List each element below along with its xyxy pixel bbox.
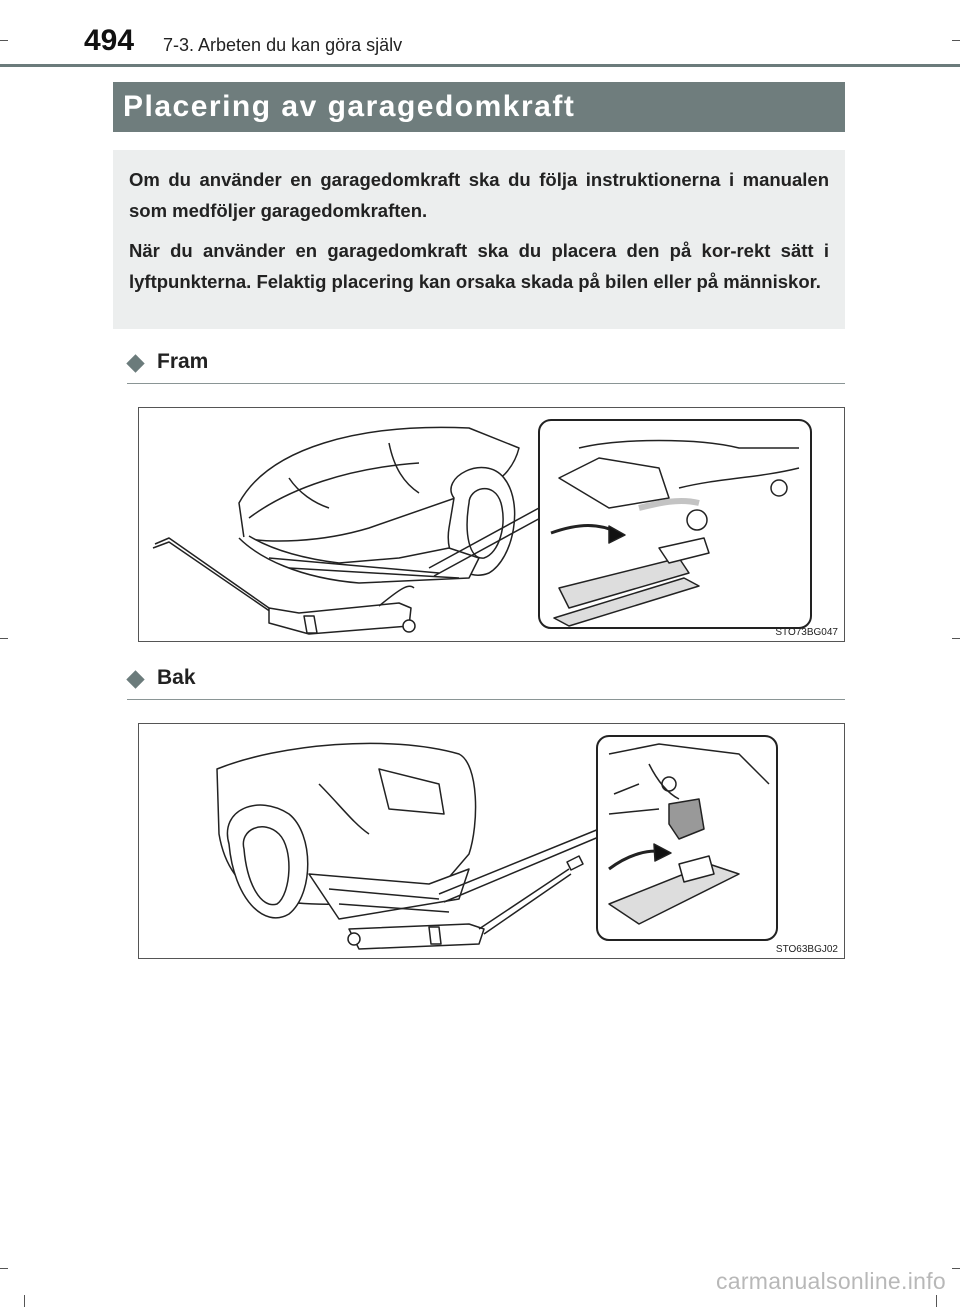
info-paragraph-1: Om du använder en garagedomkraft ska du följa instruktionerna i manualen som medföljer garagedomkraften. (129, 169, 829, 221)
crop-mark (0, 638, 8, 639)
header-rule (0, 64, 960, 67)
figure-code: STO73BG047 (775, 627, 838, 638)
figure-front-jack-point (138, 407, 845, 642)
crop-mark (952, 40, 960, 41)
section-label: Bak (157, 666, 196, 689)
diamond-bullet-icon (126, 670, 144, 688)
crop-mark (952, 1268, 960, 1269)
crop-mark (952, 638, 960, 639)
info-paragraph-2: När du använder en garagedomkraft ska du placera den på kor-rekt sätt i lyftpunkterna. Felaktig placering kan orsaka skada på bilen eller på människor. (129, 240, 829, 292)
crop-mark (936, 1295, 937, 1307)
figure-rear-jack-point (138, 723, 845, 959)
section-label: Fram (157, 350, 209, 373)
figure-code: STO63BGJ02 (775, 944, 838, 955)
section-header: 7-3. Arbeten du kan göra själv (163, 35, 403, 55)
rear-jack-illustration (139, 724, 844, 958)
crop-mark (0, 40, 8, 41)
section-heading-front (127, 350, 845, 384)
front-jack-illustration (139, 408, 844, 641)
section-heading-rear (127, 666, 845, 700)
crop-mark (24, 1295, 25, 1307)
watermark: carmanualsonline.info (715, 1268, 946, 1294)
info-box (113, 150, 845, 329)
diamond-bullet-icon (126, 354, 144, 372)
page-number: 494 (84, 24, 135, 57)
title-bar (113, 82, 845, 132)
page-title: Placering av garagedomkraft (123, 90, 576, 123)
crop-mark (0, 1268, 8, 1269)
